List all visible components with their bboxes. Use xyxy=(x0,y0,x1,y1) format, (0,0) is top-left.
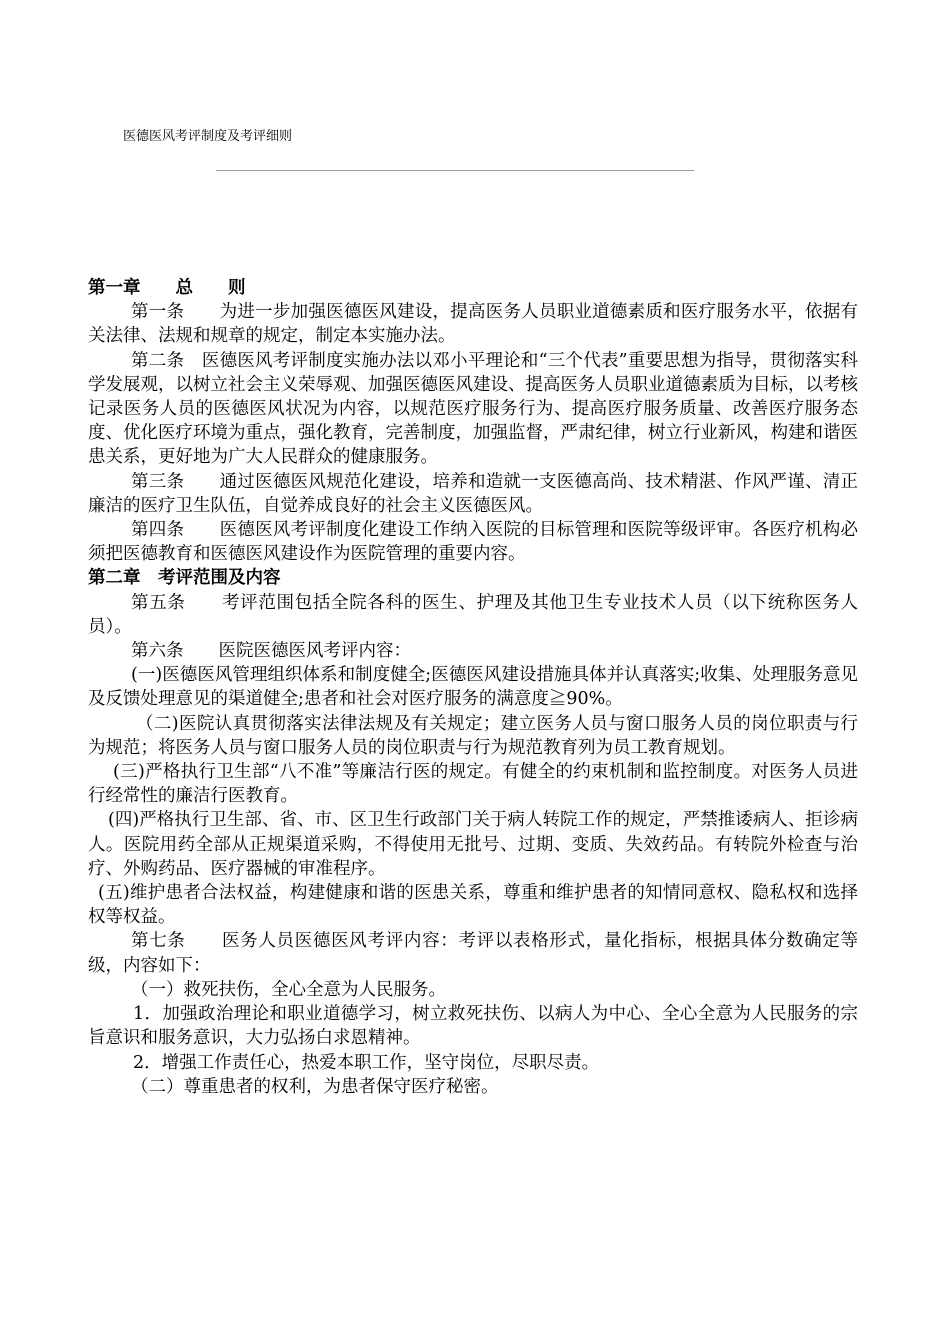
article-6: 第六条 医院医德医风考评内容： xyxy=(131,641,411,662)
article-6-item-1: (一)医德医风管理组织体系和制度健全;医德医风建设措施具体并认真落实;收集、处理服务意见及反馈处理意见的渠道健全;患者和社会对医疗服务的满意度≧90%。 xyxy=(88,665,858,710)
document-body xyxy=(88,276,858,1099)
article-4: 第四条 医德医风考评制度化建设工作纳入医院的目标管理和医院等级评审。各医疗机构必须把医德教育和医德医风建设作为医院管理的重要内容。 xyxy=(88,520,858,565)
document-header-title: 医德医风考评制度及考评细则 xyxy=(123,129,293,144)
article-7: 第七条 医务人员医德医风考评内容：考评以表格形式，量化指标，根据具体分数确定等级，内容如下： xyxy=(88,931,858,976)
article-7-item-1: （一）救死扶伤，全心全意为人民服务。 xyxy=(131,979,446,1000)
article-7-item-1-2: 2．增强工作责任心，热爱本职工作，坚守岗位，尽职尽责。 xyxy=(133,1052,600,1073)
chapter-2-heading: 第二章 考评范围及内容 xyxy=(88,568,281,589)
article-6-item-5: (五)维护患者合法权益，构建健康和谐的医患关系，尊重和维护患者的知情同意权、隐私权和选择权等权益。 xyxy=(88,883,858,928)
article-1: 第一条 为进一步加强医德医风建设，提高医务人员职业道德素质和医疗服务水平，依据有关法律、法规和规章的规定，制定本实施办法。 xyxy=(88,302,858,347)
article-6-item-3: (三)严格执行卫生部“八不准”等廉洁行医的规定。有健全的约束机制和监控制度。对医务人员进行经常性的廉洁行医教育。 xyxy=(88,762,858,807)
article-6-item-2: （二)医院认真贯彻落实法律法规及有关规定；建立医务人员与窗口服务人员的岗位职责与行为规范；将医务人员与窗口服务人员的岗位职责与行为规范教育列为员工教育规划。 xyxy=(88,713,858,758)
article-7-item-2: （二）尊重患者的权利，为患者保守医疗秘密。 xyxy=(131,1076,499,1097)
chapter-1-heading: 第一章 总 则 xyxy=(88,278,246,298)
article-2: 第二条 医德医风考评制度实施办法以邓小平理论和“三个代表”重要思想为指导，贯彻落实科学发展观，以树立社会主义荣辱观、加强医德医风建设、提高医务人员职业道德素质为目标，以考核记录医务人员的医德医风状况为内容，以规范医疗服务行为、提高医疗服务质量、改善医疗服务态度、优化医疗环境为重点，强化教育，完善制度，加强监督，严肃纪律，树立行业新风，构建和谐医患关系，更好地为广大人民群众的健康服务。 xyxy=(88,350,858,468)
header-divider xyxy=(216,170,694,171)
article-7-item-1-1: 1．加强政治理论和职业道德学习，树立救死扶伤、以病人为中心、全心全意为人民服务的宗旨意识和服务意识，大力弘扬白求恩精神。 xyxy=(88,1004,858,1049)
article-6-item-4: (四)严格执行卫生部、省、市、区卫生行政部门关于病人转院工作的规定，严禁推诿病人、拒诊病人。医院用药全部从正规渠道采购，不得使用无批号、过期、变质、失效药品。有转院外检查与治疗、外购药品、医疗器械的审准程序。 xyxy=(88,810,858,879)
article-5: 第五条 考评范围包括全院各科的医生、护理及其他卫生专业技术人员（以下统称医务人员）。 xyxy=(88,592,858,637)
article-3: 第三条 通过医德医风规范化建设，培养和造就一支医德高尚、技术精湛、作风严谨、清正廉洁的医疗卫生队伍，自觉养成良好的社会主义医德医风。 xyxy=(88,471,858,516)
